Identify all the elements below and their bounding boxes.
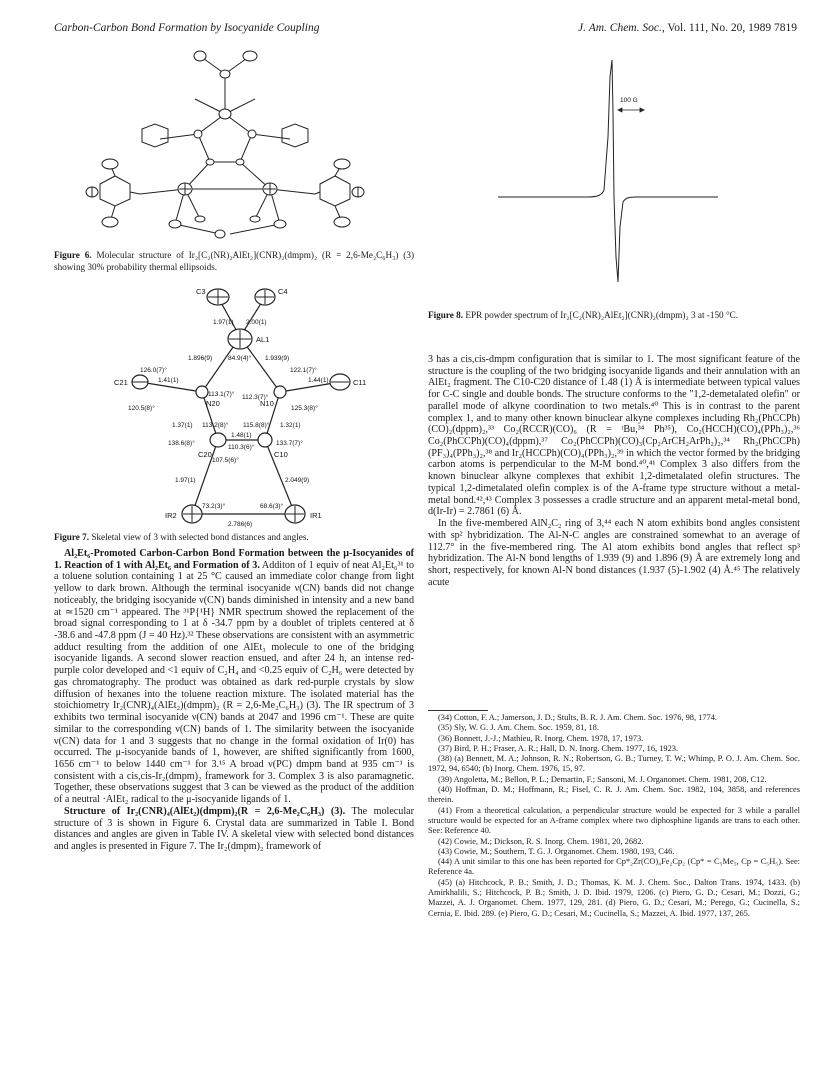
label-n10-c10: 1.32(1) [280,422,301,429]
figure8-caption-label: Figure 8. [428,310,464,320]
label-n10-angle: 112.3(7)° [242,394,269,401]
atom-c3: C3 [196,287,206,296]
paragraph-al2et6-reaction [54,548,414,806]
label-n20-c20: 1.37(1) [172,422,193,429]
label-c11-n10: 1.44(1) [308,377,329,384]
figure7-caption-label: Figure 7. [54,532,90,542]
references-list [428,713,800,919]
right-column-text [428,354,800,588]
volume-page: Vol. 111, No. 20, 1989 7819 [667,22,797,34]
figure7-caption [54,532,414,544]
label-c20-angle: 110.3(6)° [228,444,255,451]
heading-structure-3: Structure of Ir₂(CNR)₄(AlEt₂)(dmpm)₂(R = 2,6-Me₂C₆H₃) (3). [64,805,346,817]
paragraph-cradle-structure: 3 has a cis,cis-dmpm configuration that is similar to 1. The most significant feature of the structure is the coupling of the two bridging isocyanide ligands and their annulation with an AlEt₂ fragment. The C10-C20 distance of 1.48 (1) Å is intermediate between typical values for C-C single and double bonds. The structure conforms to the "1,2-demetalated olefin" or parallel mode of alkyne coordination to two metals.⁴⁰ This is in contrast to the parent complex 1, and to many other known binuclear alkyne complexes including Rh₂(PhCCPh)(CO)₂(dppm)₂,³³ Co₂(RCCR)(CO)₆ (R = ᵗBu,³⁴ Ph³⁵), Co₂(HCCH)(CO)₄(PPh₃)₂,³⁶ Co₂(PhCCPh)(CO)₄(dppm),³⁷ Co₂(PhCCPh)(CO)₃(Cp₂ArCH₂ArPh₂)₂,³⁴ Rh₂(PhCCPh)(PF₃)₄(PPh₃)₂,³⁸ and Ir₂(HCCPh)(CO)₄(PPh₃)₂,³⁹ in which the vector formed by the bridging carbon atoms is perpendicular to the M-M bond.⁴⁰,⁴¹ Complex 3 also differs from the known binuclear alkyne complexes that exhibit 1,2-dimetalated olefin structures. The typical 1,2-dimetalated olefin complex is of the A-frame type structure without a metal-metal bond.⁴²,⁴³ Complex 3 possesses a cradle structure and an apparent metal-metal bond, d(Ir-Ir) = 2.7861 (6) Å. [428,354,800,518]
figure6-ortep-drawing [80,44,370,244]
reference-37: (37) Bird, P. H.; Fraser, A. R.; Hall, D. N. Inorg. Chem. 1977, 16, 1923. [438,743,679,753]
label-c20-n20-al: 120.5(8)° [128,405,155,412]
reference-42: (42) Cowie, M.; Dickson, R. S. Inorg. Chem. 1981, 20, 2682. [438,836,644,846]
label-n20-angle: 113.1(7)° [208,391,235,398]
label-al-n20: 1.896(9) [188,355,213,362]
reference-38: (38) (a) Bennett, M. A.; Johnson, R. N.; Robertson, G. B.; Turney, T. W.; Whimp, P. O. J. Am. Chem. Soc. 1972, 94, 6540; (b) Inorg. Chem. 1976, 15, 97. [428,754,800,774]
reference-44: (44) A unit similar to this one has been reported for Cp*₂Zr(CO)₄Fe₂Cp₂ (Cp* = C₅Me₅, Cp = C₅H₅). See: Reference 4a. [428,857,800,877]
label-c10-angle: 133.7(7)° [276,440,303,447]
label-ir1-angle: 68.6(3)° [260,503,284,510]
atom-n20: N20 [206,399,220,408]
footnote-divider [428,710,488,711]
label-ir2-c20: 1.97(1) [175,477,196,484]
figure8-caption-text: EPR powder spectrum of Ir₂[C₂(NR)₂AlEt₂](CNR)₂(dmpm)₂ 3 at -150 °C. [465,310,739,320]
atom-al1: AL1 [256,335,270,344]
scale-bar-label: 100 G [620,97,638,104]
atom-c4: C4 [278,287,288,296]
reference-43: (43) Cowie, M.; Southern, T. G. J. Organomet. Chem. 1980, 193, C46. [438,846,675,856]
figure8-caption [428,310,800,322]
label-n-al-n: 84.9(4)° [228,355,252,362]
figure7-skeletal-view [80,282,380,530]
figure6-caption-label: Figure 6. [54,250,92,260]
label-c11-n10-angle: 122.1(7)° [290,367,317,374]
figure7-caption-text: Skeletal view of 3 with selected bond distances and angles. [91,532,309,542]
label-c21-n20-angle: 126.0(7)° [140,367,167,374]
reference-39: (39) Angoletta, M.; Bellon, P. L.; Demartin, F.; Sansoni, M. J. Organomet. Chem. 1981, 208, C12. [438,774,767,784]
label-c10-n10-al: 125.3(8)° [291,405,318,412]
atom-n10: N10 [260,399,274,408]
paragraph-aln2c2-ring: In the five-membered AlN₂C₂ ring of 3,⁴⁴ each N atom exhibits bond angles consistent with sp² hybridization. The Al-N-C angles are constrained somewhat to an average of 112.7° in the five-membered ring. The Al atom exhibits bond angles that reflect sp³ hybridization. The Al-N bond lengths of 1.939 (9) and 1.896 (9) Å are extremely long and short, respectively, for known Al-N bond distances (1.937 (5)-1.902 (4) Å.⁴⁵ The relatively acute [428,518,800,588]
left-column-text [54,548,414,853]
paragraph-structure-3 [54,806,414,853]
label-al-n10: 1.939(9) [265,355,290,362]
label-n20-c20-angle: 113.2(8)° [202,422,229,429]
label-ir-ir: 2.786(6) [228,521,253,528]
journal-name: J. Am. Chem. Soc., [578,22,665,34]
label-c20-ir-angle: 138.6(8)° [168,440,195,447]
label-n10-c10-angle: 115.8(8)° [243,422,270,429]
label-c20-ir2-angle: 107.5(6)° [212,457,239,464]
atom-ir1: IR1 [310,511,322,520]
label-al-c3: 1.97(1) [213,319,234,326]
atom-c20: C20 [198,450,212,459]
atom-c10: C10 [274,450,288,459]
figure8-epr-spectrum [498,52,718,292]
atom-ir2: IR2 [165,511,177,520]
reference-34: (34) Cotton, F. A.; Jamerson, J. D.; Stults, B. R. J. Am. Chem. Soc. 1976, 98, 1774. [438,713,717,722]
figure6-caption [54,250,414,273]
label-c20-c10: 1.48(1) [231,432,252,439]
reference-40: (40) Hoffman, D. M.; Hoffmann, R.; Fisel, C. R. J. Am. Chem. Soc. 1982, 104, 3858, and references therein. [428,785,800,805]
label-c21-n20: 1.41(1) [158,377,179,384]
reference-41: (41) From a theoretical calculation, a perpendicular structure would be expected for 3 while a parallel structure would be expected for an A-frame complex where two diphosphine ligands are trans to each other. See: Reference 40. [428,805,800,836]
atom-c21: C21 [114,378,128,387]
body-structure-3: The molecular structure of 3 is shown in Figure 6. Crystal data are summarized in Table I. Bond distances and angles are given in Table IV. A skeletal view with selected bond distances and angles is presented in Figure 7. The Ir₂(dmpm)₂ framework of [54,805,414,852]
reference-35: (35) Sly, W. G. J. Am. Chem. Soc. 1959, 81, 18. [438,723,599,733]
reference-36: (36) Bonnett, J.-J.; Mathieu, R. Inorg. Chem. 1978, 17, 1973. [438,733,644,743]
running-header-title: Carbon-Carbon Bond Formation by Isocyanide Coupling [54,22,320,34]
atom-c11: C11 [353,378,367,387]
label-ir1-c10: 2.049(9) [285,477,310,484]
figure6-caption-text: Molecular structure of Ir₂[C₂(NR)₂AlEt₂](CNR)₂(dmpm)₂ (R = 2,6-Me₂C₆H₃) (3) showing 30% probability thermal ellipsoids. [54,250,414,272]
heading-al2et6-reaction: Al₂Et₆-Promoted Carbon-Carbon Bond Formation between the μ-Isocyanides of 1. Reaction of 1 with Al₂Et₆ and Formation of 3. [54,548,414,571]
label-al-c4: 2.00(1) [246,319,267,326]
label-ir2-angle: 73.2(3)° [202,503,226,510]
body-al2et6-reaction: Additon of 1 equiv of neat Al₂Et₆³¹ to a toluene solution containing 1 at 25 °C caused an immediate color change from light yellow to dark brown. Although the terminal isocyanide ν(CN) bands did not change noticeably, the bridging isocyanide ν(CN) bands diminished in intensity and a new band at ≃1520 cm⁻¹ appeared. The ³¹P{¹H} NMR spectrum showed the replacement of the broad signal corresponding to 1 at δ -34.7 ppm by a doublet of triplets centered at δ -38.6 and -47.8 ppm (J = 40 Hz).³² These observations are consistent with an asymmetric adduct resulting from the addition of one AlEt₃ molecule to one of the bridging isocyanide ligands. A second slower reaction ensued, and after 24 h, an intense red-purple color developed and <1 equiv of C₂H₄ and <0.25 equiv of C₂H₆ were detected by gas chromatography. The product was obtained as dark red-purple crystals by slow diffusion of hexanes into the toluene reaction mixture. The isolated material has the stoichiometry Ir₂(CNR)₄(AlEt₂)(dmpm)₂ (R = 2,6-Me₂C₆H₃) (3). The IR spectrum of 3 exhibits two terminal isocyanide ν(CN) bands at 2047 and 1996 cm⁻¹. These are quite similar to the corresponding ν(CN) bands of 1. The similarity between the isocyanide ν(CN) data for 1 and 3 suggests that no change in the formal oxidation of Ir(0) has occurred. The μ-isocyanide bands of 1, however, are shifted significantly from 1600, 1656 cm⁻¹ to below 1440 cm⁻¹ for 3.¹⁵ A broad ν(PC) dmpm band at 935 cm⁻¹ is consistent with a cis,cis-Ir₂(dmpm)₂ framework for 3. Complex 3 is also paramagnetic. Together, these observations suggest that 3 can be viewed as the product of the addition of a neutral ·AlEt₂ radical to the μ-isocyanide ligands of 1. [54,559,414,806]
reference-45: (45) (a) Hitchcock, P. B.; Smith, J. D.; Thomas, K. M. J. Chem. Soc., Dalton Trans. 1974, 1433. (b) Amirkhalili, S.; Hitchcock, P. B.; Smith, J. D. Ibid. 1979, 1206. (c) Piero, G. D.; Cesari, M.; Dozzi, G.; Mazzei, A. J. Organomet. Chem. 1977, 129, 281. (d) Piero, G. D.; Cesari, M.; Perego, G.; Cucinella, S.; Cernia, E. Ibid. 289. (e) Piero, G. D.; Cesari, M.; Cucinella, S.; Mazzei, A. Ibid. 1977, 137, 265. [428,877,800,918]
running-header-citation [578,22,797,34]
